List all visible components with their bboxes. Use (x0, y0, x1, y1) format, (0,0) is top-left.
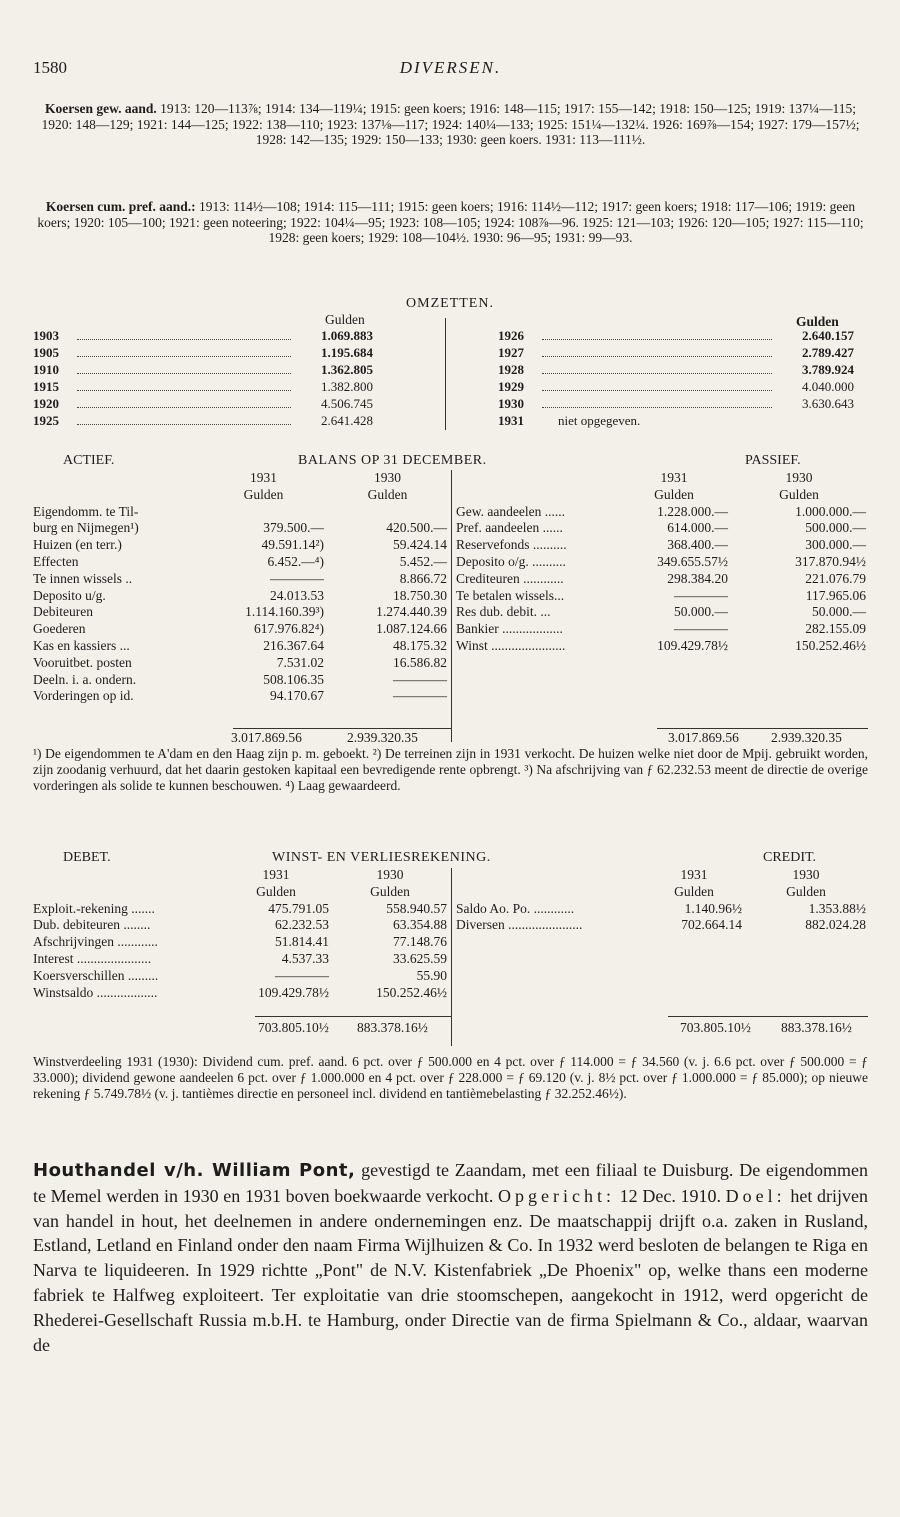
value-1931: ———— (674, 621, 728, 637)
omzet-year: 1910 (33, 362, 59, 377)
value-1931: 49.591.14²) (261, 537, 324, 553)
column-header: Gulden (367, 486, 408, 502)
actief-total-1931: 3.017.869.56 (231, 730, 302, 745)
column-header: 1930 (785, 470, 813, 485)
omzet-year: 1905 (33, 345, 59, 360)
koersen-pref-label: Koersen cum. pref. aand.: (45, 199, 196, 214)
value-1931: 508.106.35 (263, 671, 324, 687)
table-row (454, 588, 868, 605)
value-1930: 558.940.57 (386, 900, 447, 916)
row-label: Crediteuren ............ (456, 570, 564, 586)
page-number: 1580 (33, 58, 67, 77)
row-label: Pref. aandeelen ...... (456, 520, 563, 536)
table-row (31, 504, 449, 521)
row-label: Reservefonds .......... (456, 537, 567, 553)
table-row (454, 638, 868, 655)
table-row (454, 520, 868, 537)
credit-table (454, 867, 868, 934)
value-1930: 882.024.28 (805, 917, 866, 933)
omzet-row (498, 328, 854, 344)
value-1930: 150.252.46½ (795, 637, 866, 653)
row-label: Winst ...................... (456, 637, 566, 653)
row-label: burg en Nijmegen¹) (33, 520, 139, 536)
value-1931: 475.791.05 (268, 900, 329, 916)
table-row (454, 604, 868, 621)
row-label: Kas en kassiers ... (33, 637, 130, 653)
header-spacer (31, 884, 221, 901)
credit-total-rule (668, 1016, 868, 1017)
header-spacer (31, 487, 201, 504)
value-1930: 33.625.59 (393, 950, 447, 966)
value-1930: 150.252.46½ (376, 984, 447, 1000)
row-label: Diversen ...................... (456, 917, 583, 933)
debet-total-rule (255, 1016, 451, 1017)
value-1930: 1.353.88½ (808, 900, 866, 916)
omzet-row (33, 396, 373, 412)
table-row (454, 917, 868, 934)
leader-dots (77, 373, 291, 374)
omzet-row (498, 396, 854, 412)
omzet-year: 1930 (498, 396, 524, 411)
header-spacer (31, 867, 221, 884)
value-1930: 500.000.— (805, 520, 866, 536)
credit-total-1931: 703.805.10½ (680, 1020, 751, 1035)
omzet-value: 1.362.805 (321, 362, 373, 377)
row-label: Deposito u/g. (33, 587, 106, 603)
table-row (31, 537, 449, 554)
value-1930: 5.452.— (399, 553, 447, 569)
header-row (31, 867, 449, 884)
page-header (33, 58, 868, 82)
column-header: 1930 (376, 867, 404, 882)
value-1931: 6.452.—⁴) (267, 553, 324, 569)
value-1930: 300.000.— (805, 537, 866, 553)
company-name: Houthandel v/h. William Pont, (33, 1160, 356, 1181)
column-header: Gulden (786, 883, 826, 899)
value-1931: ———— (270, 570, 324, 586)
omzet-year: 1925 (33, 413, 59, 428)
row-label: Deposito o/g. .......... (456, 553, 566, 569)
value-1931: 1.228.000.— (657, 503, 728, 519)
actief-table (31, 470, 449, 705)
leader-dots (542, 390, 772, 391)
table-row (454, 571, 868, 588)
value-1930: 48.175.32 (393, 637, 447, 653)
header-spacer (454, 487, 618, 504)
header-row (454, 487, 868, 504)
omzet-year: 1931 (498, 413, 524, 428)
table-row (454, 621, 868, 638)
table-row (31, 588, 449, 605)
row-label: Gew. aandeelen ...... (456, 503, 565, 519)
column-header: 1931 (660, 470, 688, 485)
koersen-gewone-aandeelen (33, 101, 868, 148)
column-header: 1931 (250, 470, 277, 485)
column-header: Gulden (654, 486, 694, 502)
value-1930: 1.274.440.39 (376, 604, 447, 620)
header-row (454, 867, 868, 884)
omzetten-unit-left: Gulden (325, 312, 365, 327)
opgericht-label: Opgericht: (498, 1185, 616, 1206)
omzet-year: 1927 (498, 345, 524, 360)
houthandel-paragraph (33, 1158, 868, 1357)
table-row (31, 655, 449, 672)
omzet-row (33, 413, 373, 429)
value-1931: 379.500.— (263, 520, 324, 536)
value-1930: 420.500.— (386, 520, 447, 536)
value-1931: 24.013.53 (270, 587, 324, 603)
value-1930: 317.870.94½ (795, 553, 866, 569)
balans-title: BALANS OP 31 DECEMBER. (298, 453, 487, 468)
omzet-value: 4.506.745 (321, 396, 373, 411)
passief-total-rule (657, 728, 868, 729)
row-label: Te betalen wissels... (456, 587, 565, 603)
value-1930: 282.155.09 (805, 621, 866, 637)
table-row (454, 537, 868, 554)
balans-right-title: PASSIEF. (745, 453, 801, 468)
omzet-year: 1928 (498, 362, 524, 377)
header-spacer (31, 470, 201, 487)
omzet-year: 1903 (33, 328, 59, 343)
omzetten-unit-right: Gulden (796, 314, 839, 329)
balans-left-title: ACTIEF. (63, 453, 115, 468)
value-1931: 368.400.— (667, 537, 728, 553)
header-row (31, 470, 449, 487)
omzet-value: niet opgegeven. (558, 413, 641, 428)
wv-left-title: DEBET. (63, 850, 111, 865)
value-1930: 55.90 (416, 967, 447, 983)
value-1930: 1.087.124.66 (376, 621, 447, 637)
table-row (31, 901, 449, 918)
row-label: Bankier .................. (456, 621, 563, 637)
omzet-value: 4.040.000 (802, 379, 854, 394)
table-row (454, 504, 868, 521)
value-1930 (326, 504, 449, 521)
debet-total-1931: 703.805.10½ (258, 1020, 329, 1035)
column-header: Gulden (243, 486, 284, 502)
column-header: Gulden (370, 883, 410, 899)
row-label: Winstsaldo .................. (33, 984, 158, 1000)
value-1931: 109.429.78½ (657, 637, 728, 653)
table-row (31, 934, 449, 951)
table-row (31, 951, 449, 968)
omzet-year: 1929 (498, 379, 524, 394)
koersen-pref-text: 1913: 114½—108; 1914: 115—111; 1915: geen koers; 1916: 114½—112; 1917: geen koers; 1918: 117—106; 1919: geen koers; 1920: 105—100; 1921: geen noteering; 1922: 104¼—95; 1923: 108—105; 1924: 108⅞—96. 1925: 121—103; 1926: 120—105; 1927: 115—110; 1928: geen koers; 1929: 108—104½. 1930: 96—95; 1931: 99—93. (37, 199, 864, 245)
value-1930: 63.354.88 (393, 917, 447, 933)
winstverdeeling: Winstverdeeling 1931 (1930): Dividend cum. pref. aand. 6 pct. over ƒ 500.000 en 4 pct. over ƒ 114.000 = ƒ 34.560 (v. j. 6.6 pct. over ƒ 500.000 = ƒ 33.000); dividend gewone aandeelen 6 pct. over ƒ 1.000.000 en 4 pct. over ƒ 228.000 = ƒ 69.120 (v. j. 8½ pct. over ƒ 1.000.000 = ƒ 85.000); op nieuwe rekening ƒ 5.749.78½ (v. j. tantièmes directie en personeel incl. dividend en tantièmebelasting ƒ 32.252.46½). (33, 1054, 868, 1101)
table-row (31, 688, 449, 705)
doel-text: het drijven van handel in hout, het deelnemen in andere ondernemingen enz. De maatschappij drijft o.a. zaken in Rusland, Estland, Letland en Finland onder den naam Firma Wijlhuizen & Co. In 1932 werd besloten de belangen te Riga en Narva te liquideeren. In 1929 richtte „Pont" de N.V. Kistenfabriek „De Phoenix" op, welke thans een moderne fabriek te Halfweg exploiteert. Ter exploitatie van drie stoomschepen, aangekocht in 1912, werd opgericht de Rhederei-Gesellschaft Russia m.b.H. te Hamburg, onder Directie van de firma Spielmann & Co., aldaar, waarvan de (33, 1185, 868, 1355)
omzet-value: 2.789.427 (802, 345, 854, 360)
row-label: Afschrijvingen ............ (33, 934, 158, 950)
leader-dots (542, 339, 772, 340)
row-label: Exploit.-rekening ....... (33, 900, 155, 916)
wv-right-title: CREDIT. (763, 850, 817, 865)
leader-dots (77, 407, 291, 408)
table-row (454, 554, 868, 571)
omzet-value: 2.640.157 (802, 328, 854, 343)
omzet-value: 1.069.883 (321, 328, 373, 343)
value-1931: 702.664.14 (681, 917, 742, 933)
value-1931: 1.114.160.39³) (245, 604, 324, 620)
row-label: Res dub. debit. ... (456, 604, 551, 620)
value-1931: 51.814.41 (275, 934, 329, 950)
value-1931: 216.367.64 (263, 637, 324, 653)
omzet-row (498, 413, 854, 429)
omzet-value: 2.641.428 (321, 413, 373, 428)
column-header: Gulden (674, 883, 714, 899)
omzet-year: 1926 (498, 328, 524, 343)
omzetten-title: OMZETTEN. (406, 296, 494, 311)
omzet-row (33, 379, 373, 395)
header-row (31, 884, 449, 901)
omzet-row (498, 362, 854, 378)
column-header: Gulden (779, 486, 819, 502)
omzet-row (33, 362, 373, 378)
leader-dots (77, 356, 291, 357)
value-1931: 298.384.20 (667, 570, 728, 586)
omzet-value: 1.382.800 (321, 379, 373, 394)
balans-divider (451, 470, 452, 742)
value-1930: 1.000.000.— (795, 503, 866, 519)
row-label: Deeln. i. a. ondern. (33, 671, 137, 687)
omzet-value: 1.195.684 (321, 345, 373, 360)
row-label: Interest ...................... (33, 950, 152, 966)
leader-dots (542, 407, 772, 408)
koersen-gew-text: 1913: 120—113⅞; 1914: 134—119¼; 1915: geen koers; 1916: 148—115; 1917: 155—142; 1918: 150—125; 1919: 137¼—115; 1920: 148—129; 1921: 144—125; 1922: 138—110; 1923: 137⅛—117; 1924: 140¼—133; 1925: 151¼—132¼. 1926: 169⅞—154; 1927: 179—157½; 1928: 142—135; 1929: 150—133; 1930: geen koers. 1931: 113—111½. (41, 101, 860, 147)
value-1931: ———— (275, 967, 329, 983)
table-row (31, 604, 449, 621)
actief-total-rule (233, 728, 451, 729)
actief-total-1930: 2.939.320.35 (347, 730, 418, 745)
value-1930: 77.148.76 (393, 934, 447, 950)
column-header: Gulden (256, 883, 296, 899)
omzet-row (498, 379, 854, 395)
header-spacer (454, 884, 644, 901)
value-1931: 7.531.02 (276, 654, 324, 670)
omzet-row (33, 345, 373, 361)
table-row (31, 621, 449, 638)
row-label: Dub. debiteuren ........ (33, 917, 151, 933)
value-1931: 4.537.33 (281, 950, 329, 966)
table-row (31, 917, 449, 934)
koersen-gew-label: Koersen gew. aand. (45, 101, 157, 116)
row-label: Debiteuren (33, 604, 93, 620)
wv-divider (451, 868, 452, 1046)
header-spacer (454, 867, 644, 884)
running-title: DIVERSEN. (399, 58, 502, 77)
value-1931 (201, 504, 326, 521)
value-1931: 109.429.78½ (258, 984, 329, 1000)
table-row (31, 968, 449, 985)
row-label: Effecten (33, 553, 79, 569)
leader-dots (77, 339, 291, 340)
doel-label: Doel: (725, 1185, 786, 1206)
row-label: Koersverschillen ......... (33, 967, 159, 983)
value-1931: 617.976.82⁴) (254, 621, 324, 637)
leader-dots (542, 373, 772, 374)
balans-footnotes: ¹) De eigendommen te A'dam en den Haag zijn p. m. geboekt. ²) De terreinen zijn in 1931 verkocht. De huizen welke niet door de Mpij. gebruikt worden, zijn zoodanig verhuurd, dat het daarin gestoken kapitaal een bevredigende rente opbrengt. ³) Na afschrijving van ƒ 62.232.53 meent de directie de overige vorderingen als solide te kunnen beschouwen. ⁴) Laag gewaardeerd. (33, 746, 868, 793)
value-1931: 94.170.67 (270, 688, 324, 704)
header-row (454, 884, 868, 901)
omzet-value: 3.789.924 (802, 362, 854, 377)
leader-dots (77, 424, 291, 425)
table-row (31, 638, 449, 655)
value-1931: 614.000.— (667, 520, 728, 536)
value-1931: 1.140.96½ (684, 900, 742, 916)
value-1931: 50.000.— (674, 604, 728, 620)
row-label: Saldo Ao. Po. ............ (456, 900, 575, 916)
row-label: Goederen (33, 621, 86, 637)
row-label: Vooruitbet. posten (33, 654, 132, 670)
table-row (31, 985, 449, 1002)
omzet-row (498, 345, 854, 361)
credit-total-1930: 883.378.16½ (781, 1020, 852, 1035)
omzet-year: 1915 (33, 379, 59, 394)
passief-total-1931: 3.017.869.56 (668, 730, 739, 745)
opgericht-date: 12 Dec. 1910. (615, 1185, 726, 1206)
table-row (31, 672, 449, 689)
omzetten-divider (445, 318, 446, 430)
row-label: Vorderingen op id. (33, 688, 134, 704)
value-1930: ———— (393, 688, 447, 704)
value-1930: 59.424.14 (393, 537, 447, 553)
column-header: 1930 (374, 470, 401, 485)
column-header: 1931 (680, 867, 708, 882)
value-1930: 221.076.79 (805, 570, 866, 586)
column-header: 1931 (262, 867, 290, 882)
table-row (31, 520, 449, 537)
row-label: Te innen wissels .. (33, 570, 133, 586)
wv-title: WINST- EN VERLIESREKENING. (272, 850, 491, 865)
leader-dots (542, 356, 772, 357)
passief-table (454, 470, 868, 655)
value-1930: 50.000.— (812, 604, 866, 620)
leader-dots (77, 390, 291, 391)
omzet-value: 3.630.643 (802, 396, 854, 411)
table-row (454, 901, 868, 918)
table-row (31, 571, 449, 588)
table-row (31, 554, 449, 571)
debet-table (31, 867, 449, 1001)
value-1931: ———— (674, 587, 728, 603)
row-label: Huizen (en terr.) (33, 537, 122, 553)
koersen-pref-aandeelen (33, 199, 868, 246)
omzet-row (33, 328, 373, 344)
column-header: 1930 (792, 867, 820, 882)
row-label: Eigendomm. te Til- (33, 503, 139, 519)
header-spacer (454, 470, 618, 487)
value-1930: 8.866.72 (399, 570, 447, 586)
omzet-year: 1920 (33, 396, 59, 411)
value-1930: ———— (393, 671, 447, 687)
value-1931: 349.655.57½ (657, 553, 728, 569)
passief-total-1930: 2.939.320.35 (771, 730, 842, 745)
value-1930: 18.750.30 (393, 587, 447, 603)
houthandel-intro: gevestigd te Zaandam, met een filiaal te Duisburg. De eigendommen te Memel werden in 1930 en 1931 boven boekwaarde verkocht. (33, 1160, 868, 1206)
value-1931: 62.232.53 (275, 917, 329, 933)
debet-total-1930: 883.378.16½ (357, 1020, 428, 1035)
header-row (454, 470, 868, 487)
value-1930: 16.586.82 (393, 654, 447, 670)
value-1930: 117.965.06 (805, 587, 866, 603)
header-row (31, 487, 449, 504)
